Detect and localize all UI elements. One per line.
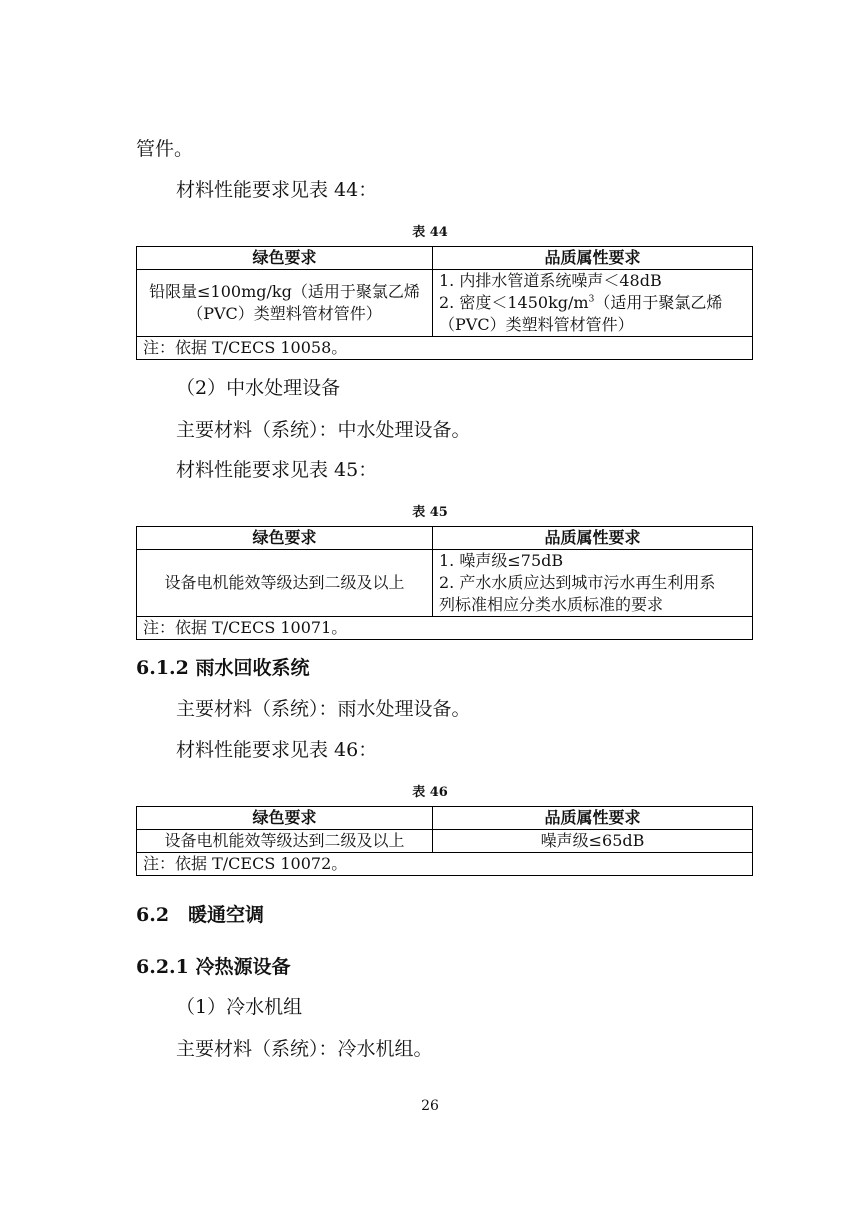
- quality-item: （PVC）类塑料管材管件）: [439, 315, 634, 334]
- section-heading-6-2-1: 6.2.1 冷热源设备: [136, 956, 291, 978]
- paragraph-table-ref-44: 材料性能要求见表 44：: [176, 179, 378, 201]
- superscript: 3: [588, 294, 595, 305]
- green-requirement-line: 铅限量≤100mg/kg（适用于聚氯乙烯: [149, 282, 420, 301]
- page-number: 26: [421, 1098, 439, 1114]
- table-note: 注：依据 T/CECS 10072。: [137, 853, 753, 876]
- table-header-row: [137, 807, 753, 830]
- table-row: [137, 830, 753, 853]
- paragraph-table-ref-45: 材料性能要求见表 45：: [176, 459, 378, 481]
- green-requirement-cell: 设备电机能效等级达到二级及以上: [137, 830, 433, 853]
- column-header-green: 绿色要求: [137, 247, 433, 270]
- table-note-row: [137, 853, 753, 876]
- table-45: [136, 526, 753, 640]
- section-heading-6-1-2: 6.1.2 雨水回收系统: [136, 657, 310, 679]
- paragraph-table-ref-46: 材料性能要求见表 46：: [176, 739, 378, 761]
- table-44: [136, 246, 753, 360]
- column-header-quality: 品质属性要求: [433, 807, 753, 830]
- quality-requirement-cell: 噪声级≤65dB: [433, 830, 753, 853]
- quality-item-text: 2. 密度＜1450kg/m: [439, 293, 589, 312]
- quality-item: 1. 内排水管道系统噪声＜48dB: [439, 271, 662, 290]
- paragraph-main-material: 主要材料（系统）：雨水处理设备。: [176, 698, 471, 720]
- column-header-quality: 品质属性要求: [433, 247, 753, 270]
- quality-item: [439, 292, 746, 314]
- quality-requirement-cell: [433, 550, 753, 617]
- quality-item: 1. 噪声级≤75dB: [439, 551, 564, 570]
- table-46-caption: 表 46: [412, 785, 448, 800]
- paragraph-main-material: 主要材料（系统）：冷水机组。: [176, 1038, 433, 1060]
- green-requirement-cell: 设备电机能效等级达到二级及以上: [137, 550, 433, 617]
- green-requirement-cell: [137, 270, 433, 337]
- quality-item-text: （适用于聚氯乙烯: [594, 293, 723, 312]
- table-header-row: [137, 527, 753, 550]
- quality-requirement-cell: [433, 270, 753, 337]
- column-header-green: 绿色要求: [137, 807, 433, 830]
- quality-item: 2. 产水水质应达到城市污水再生利用系: [439, 573, 716, 592]
- column-header-quality: 品质属性要求: [433, 527, 753, 550]
- table-45-caption: 表 45: [412, 505, 448, 520]
- subsection-title: （2）中水处理设备: [176, 377, 341, 399]
- table-note-row: [137, 617, 753, 640]
- paragraph-continuation: 管件。: [136, 138, 194, 160]
- subsection-title: （1）冷水机组: [176, 996, 303, 1018]
- table-note: 注：依据 T/CECS 10071。: [137, 617, 753, 640]
- table-row: [137, 550, 753, 617]
- green-requirement-line: （PVC）类塑料管材管件）: [187, 304, 382, 323]
- column-header-green: 绿色要求: [137, 527, 433, 550]
- table-row: [137, 270, 753, 337]
- table-46: [136, 806, 753, 876]
- paragraph-main-material: 主要材料（系统）：中水处理设备。: [176, 419, 471, 441]
- quality-item: 列标准相应分类水质标准的要求: [439, 595, 664, 614]
- table-note: 注：依据 T/CECS 10058。: [137, 337, 753, 360]
- table-44-caption: 表 44: [412, 225, 448, 240]
- table-note-row: [137, 337, 753, 360]
- table-header-row: [137, 247, 753, 270]
- section-heading-6-2: 6.2 暖通空调: [136, 904, 265, 926]
